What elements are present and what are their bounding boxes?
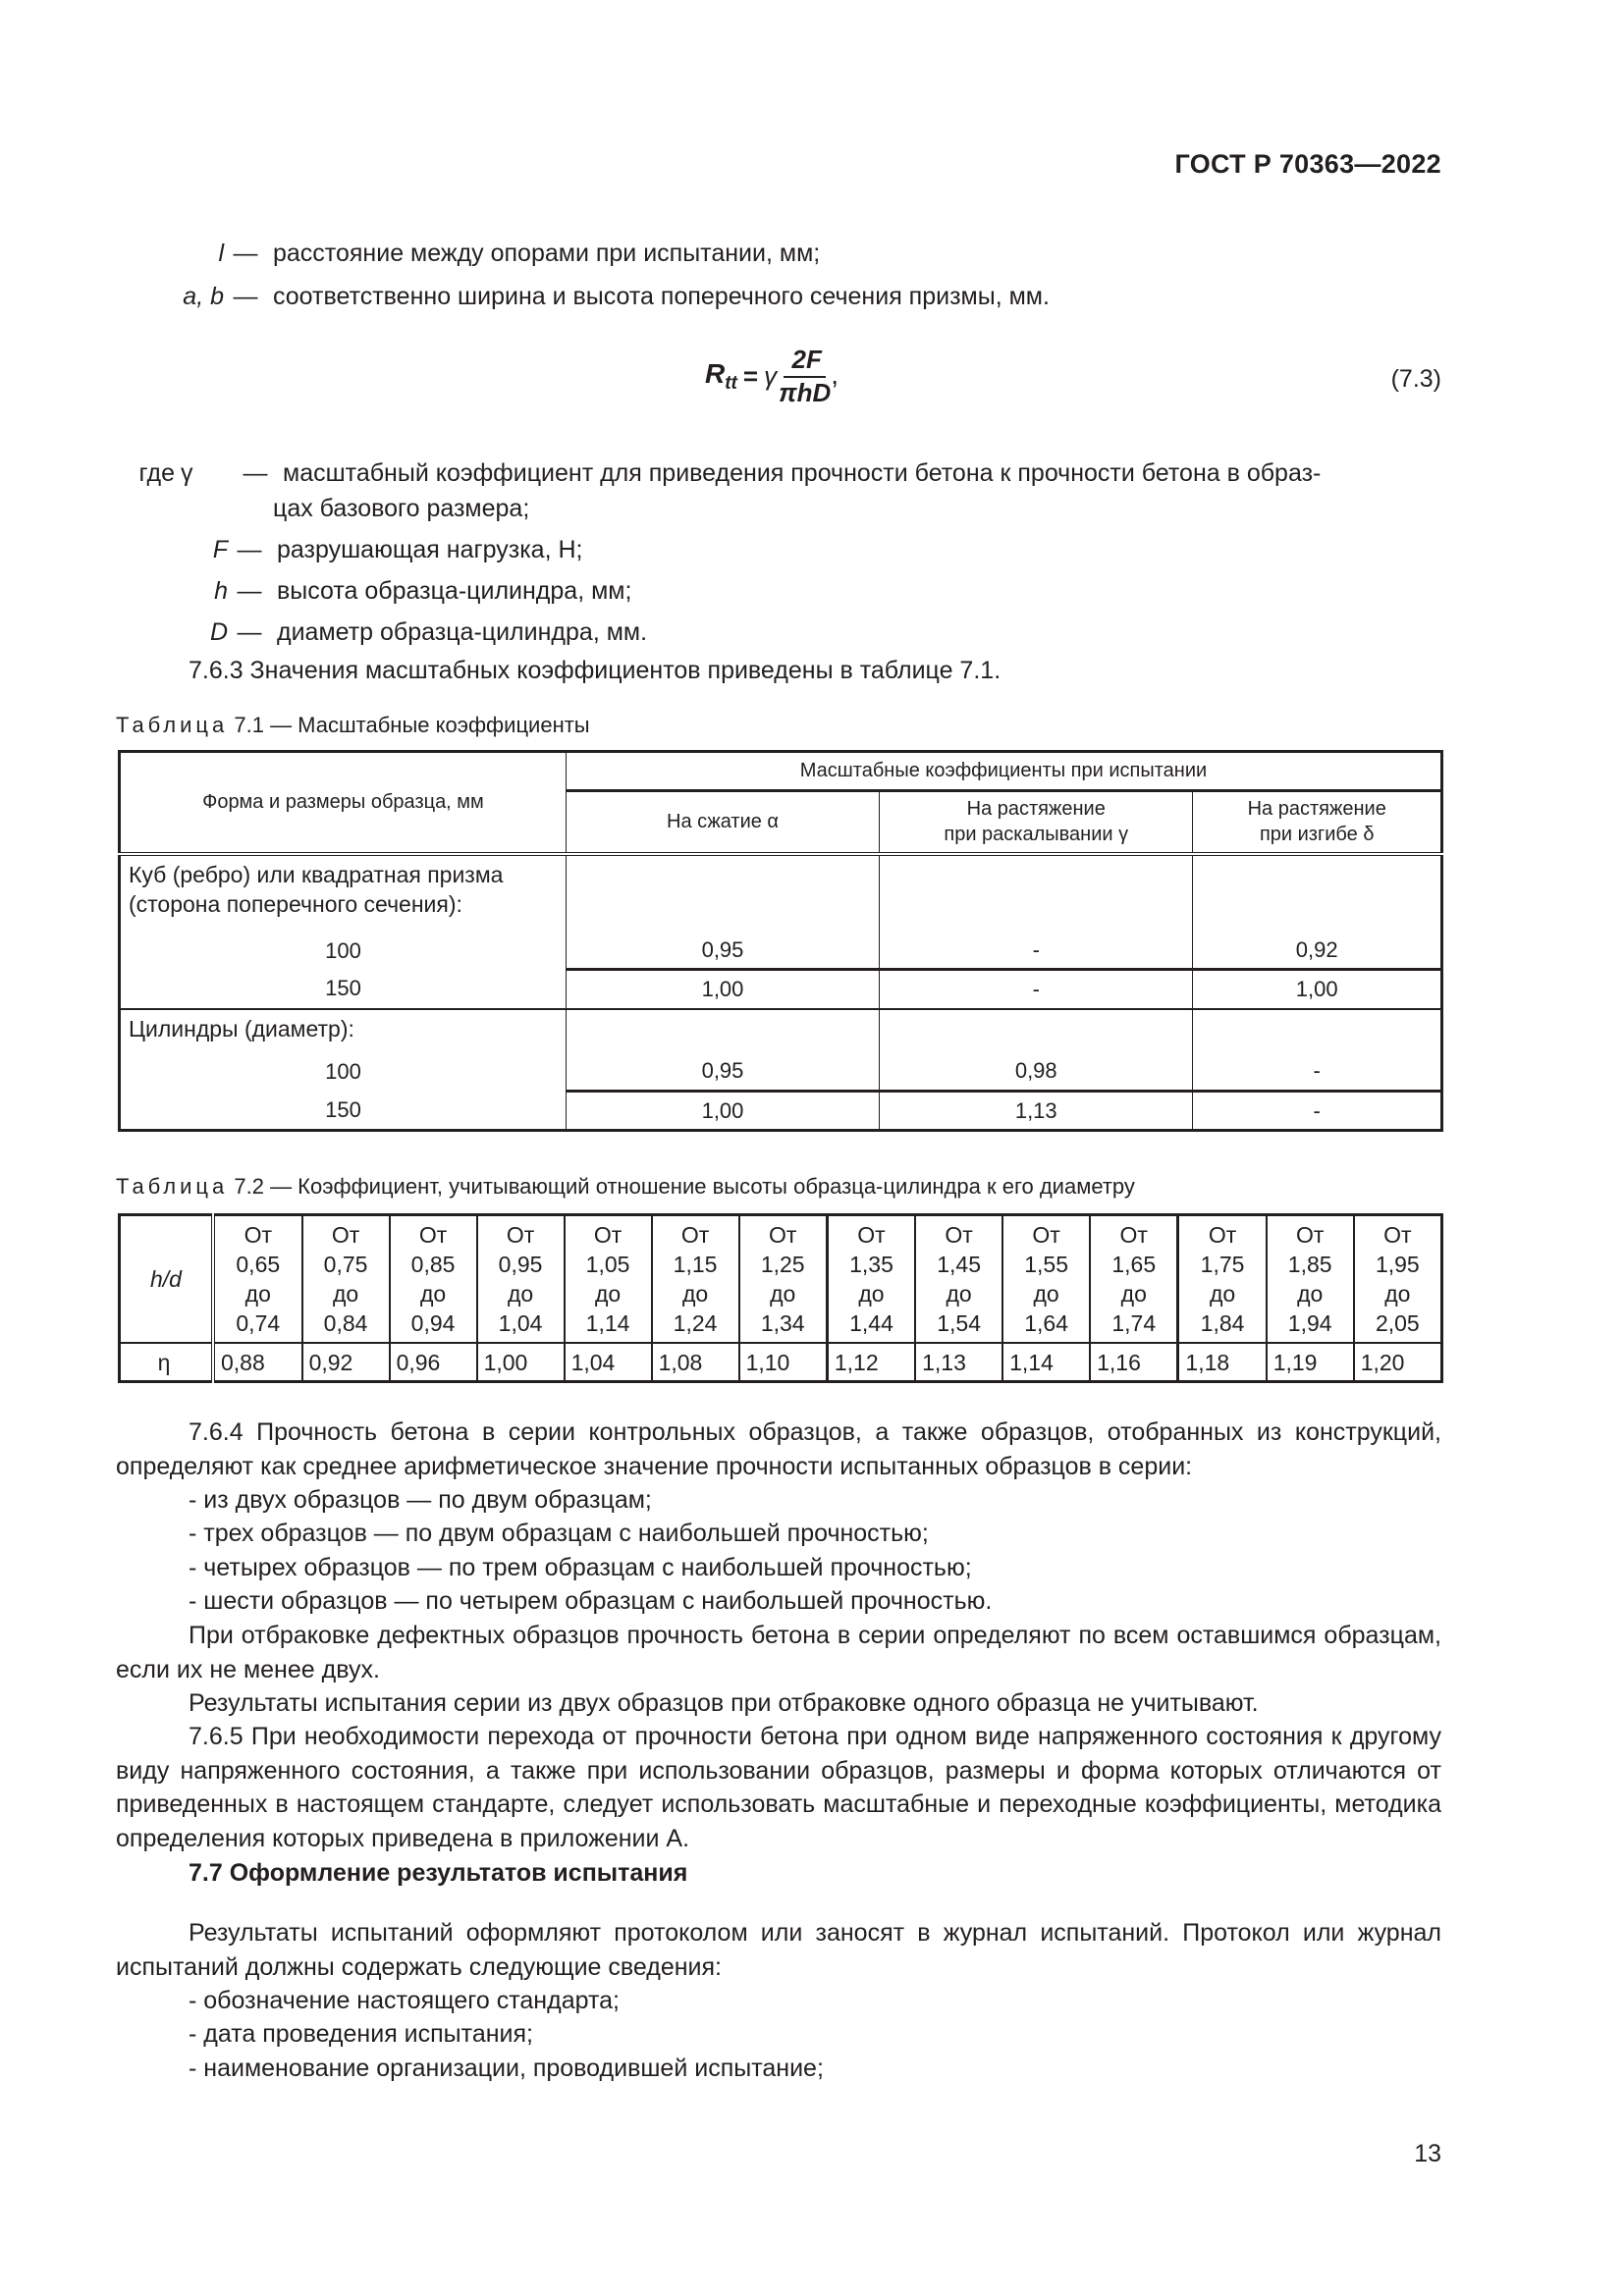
ratio-range-cell <box>302 1215 390 1344</box>
range-to-value: 1,34 <box>760 1310 805 1336</box>
table-7-2-caption <box>116 1174 1135 1200</box>
value-cell: 1,00 <box>1193 970 1442 1009</box>
definition-dash: — <box>233 283 258 310</box>
column-header-shape: Форма и размеры образца, мм <box>120 752 567 854</box>
range-from-value: 1,15 <box>673 1252 718 1277</box>
formula-fraction <box>779 345 831 408</box>
value-cell: - <box>880 933 1193 970</box>
range-from-value: 1,75 <box>1200 1252 1245 1277</box>
eta-value-cell: 1,04 <box>565 1343 652 1382</box>
row-label-h-d: h/d <box>120 1215 214 1344</box>
size-cell: 150 <box>120 970 567 1009</box>
definition-gamma-continuation <box>273 495 529 523</box>
size-cell: 100 <box>120 1052 567 1092</box>
column-header-bending <box>1193 791 1442 854</box>
value-cell: 0,95 <box>566 933 879 970</box>
group-label <box>120 1009 567 1052</box>
table-caption-word: Таблица <box>116 1174 229 1199</box>
range-to-value: 1,74 <box>1111 1310 1157 1336</box>
range-to-word: до <box>1209 1281 1236 1307</box>
formula-lhs <box>705 358 737 395</box>
document-header: ГОСТ Р 70363—2022 <box>1174 149 1441 179</box>
range-from-value: 1,95 <box>1375 1252 1420 1277</box>
range-from-value: 0,85 <box>410 1252 456 1277</box>
definition-a-b <box>116 283 1050 311</box>
definition-dash: — <box>243 459 268 487</box>
eta-value-cell: 1,18 <box>1178 1343 1267 1382</box>
definition-symbol: F <box>212 536 228 563</box>
empty-cell <box>880 854 1193 933</box>
range-to-word: до <box>419 1281 447 1307</box>
range-to-word: до <box>946 1281 972 1307</box>
paragraph-7-6-3: 7.6.3 Значения масштабных коэффициентов приведены в таблице 7.1. <box>189 657 1001 684</box>
table-row <box>120 1052 1442 1092</box>
definition-prefix: где <box>138 459 175 487</box>
paragraph-rejection: При отбраковке дефектных образцов прочность бетона в серии определяют по всем оставшимся образцам, если их не менее двух. <box>116 1622 1441 1683</box>
eta-value-cell: 0,92 <box>302 1343 390 1382</box>
ratio-range-cell <box>390 1215 477 1344</box>
definition-dash: — <box>237 577 262 605</box>
ratio-range-cell <box>652 1215 739 1344</box>
range-from-word: От <box>680 1222 710 1248</box>
range-to-value: 1,64 <box>1024 1310 1068 1336</box>
range-to-value: 1,24 <box>673 1310 718 1336</box>
definition-symbol: D <box>209 618 228 646</box>
range-to-value: 0,74 <box>236 1310 281 1336</box>
ratio-range-cell <box>565 1215 652 1344</box>
eta-value-cell: 1,12 <box>827 1343 915 1382</box>
eta-value-cell: 1,20 <box>1354 1343 1442 1382</box>
table-row-eta <box>120 1343 1442 1382</box>
range-to-word: до <box>594 1281 622 1307</box>
range-from-word: От <box>331 1222 360 1248</box>
range-to-value: 1,44 <box>849 1310 893 1336</box>
ratio-range-cell <box>1267 1215 1354 1344</box>
list-item: - дата проведения испытания; <box>189 2020 533 2048</box>
equation-number: (7.3) <box>1390 365 1441 393</box>
range-from-value: 0,65 <box>236 1252 281 1277</box>
definition-text: диаметр образца-цилиндра, мм. <box>277 618 648 646</box>
definition-text: соответственно ширина и высота поперечного сечения призмы, мм. <box>273 283 1050 310</box>
header-text: На растяжение <box>1247 798 1386 821</box>
list-item: - обозначение настоящего стандарта; <box>189 1987 620 2014</box>
group-label <box>120 854 567 933</box>
range-to-word: до <box>1384 1281 1411 1307</box>
range-from-word: От <box>945 1222 973 1248</box>
range-from-value: 1,55 <box>1024 1252 1068 1277</box>
range-from-word: От <box>593 1222 623 1248</box>
value-cell: - <box>1193 1052 1442 1092</box>
range-from-word: От <box>244 1222 272 1248</box>
list-item: - трех образцов — по двум образцам с наибольшей прочностью; <box>189 1520 929 1547</box>
table-row-group-label <box>120 1009 1442 1052</box>
table-row-hd-ratio <box>120 1215 1442 1344</box>
column-group-header: Масштабные коэффициенты при испытании <box>566 752 1441 791</box>
range-from-value: 1,25 <box>760 1252 805 1277</box>
definition-h <box>116 577 631 606</box>
paragraph-7-6-5: 7.6.5 При необходимости перехода от прочности бетона при одном виде напряженного состояния к другому виду напряженного состояния, а также при использовании образцов, размеры и форма которых отличаются от приведенных в настоящем стандарте, следует использовать масштабные и переходные коэффициенты, методика определения которых приведена в приложении А. <box>116 1723 1441 1852</box>
paragraph-results: Результаты испытания серии из двух образцов при отбраковке одного образца не учитывают. <box>189 1689 1259 1717</box>
formula-7-3 <box>705 338 839 414</box>
ratio-range-cell <box>915 1215 1002 1344</box>
range-from-value: 0,95 <box>498 1252 543 1277</box>
range-from-word: От <box>506 1222 535 1248</box>
formula-lhs-subscript: tt <box>725 372 737 394</box>
column-header-compression <box>566 791 879 854</box>
definition-dash: — <box>237 618 262 646</box>
eta-value-cell: 1,16 <box>1090 1343 1178 1382</box>
range-to-word: до <box>1120 1281 1147 1307</box>
range-to-value: 1,04 <box>498 1310 543 1336</box>
range-from-word: От <box>1295 1222 1325 1248</box>
formula-coefficient: γ <box>764 360 778 391</box>
header-text: при изгибе δ <box>1259 824 1375 846</box>
table-caption-title: 7.1 — Масштабные коэффициенты <box>228 713 590 737</box>
formula-comma: , <box>831 359 839 390</box>
range-to-word: до <box>507 1281 534 1307</box>
eta-value-cell: 1,10 <box>739 1343 828 1382</box>
list-item: - шести образцов — по четырем образцам с наибольшей прочностью. <box>189 1587 993 1615</box>
definition-text: цах базового размера; <box>273 495 530 522</box>
range-from-value: 1,45 <box>937 1252 981 1277</box>
section-heading-7-7: 7.7 Оформление результатов испытания <box>189 1859 688 1887</box>
ratio-range-cell <box>213 1215 302 1344</box>
header-text: На сжатие α <box>667 810 779 832</box>
size-cell: 100 <box>120 933 567 970</box>
range-to-word: до <box>681 1281 709 1307</box>
range-from-word: От <box>1119 1222 1148 1248</box>
range-to-value: 1,14 <box>585 1310 630 1336</box>
formula-equals: = <box>742 360 759 391</box>
group-label-line: (сторона поперечного сечения): <box>129 890 462 917</box>
table-caption-word: Таблица <box>116 713 229 737</box>
empty-cell <box>566 854 879 933</box>
ratio-range-cell <box>1002 1215 1090 1344</box>
ratio-range-cell <box>1354 1215 1442 1344</box>
range-to-word: до <box>1033 1281 1059 1307</box>
ratio-range-cell <box>827 1215 915 1344</box>
range-to-word: до <box>1297 1281 1324 1307</box>
table-row <box>120 933 1442 970</box>
table-7-1-caption <box>116 713 590 738</box>
eta-value-cell: 1,19 <box>1267 1343 1354 1382</box>
paragraph-7-6-4: 7.6.4 Прочность бетона в серии контрольных образцов, а также образцов, отобранных из конструкций, определяют как среднее арифметическое значение прочности испытанных образцов в серии: <box>116 1418 1441 1480</box>
group-label-line: Куб (ребро) или квадратная призма <box>129 861 504 887</box>
definition-dash: — <box>237 536 262 563</box>
definition-text: расстояние между опорами при испытании, мм; <box>273 240 821 267</box>
definition-symbol: a, b <box>183 283 224 310</box>
definition-l <box>116 240 820 268</box>
range-to-word: до <box>332 1281 359 1307</box>
table-7-2 <box>118 1213 1443 1383</box>
eta-value-cell: 1,14 <box>1002 1343 1090 1382</box>
size-cell: 150 <box>120 1092 567 1131</box>
range-from-value: 1,65 <box>1111 1252 1157 1277</box>
range-from-value: 1,85 <box>1287 1252 1332 1277</box>
empty-cell <box>1193 1009 1442 1052</box>
definition-text: разрушающая нагрузка, Н; <box>277 536 583 563</box>
formula-denominator: πhD <box>779 377 832 407</box>
table-7-1 <box>118 750 1443 1132</box>
range-to-value: 0,94 <box>410 1310 456 1336</box>
range-from-word: От <box>1383 1222 1412 1248</box>
value-cell: - <box>1193 1092 1442 1131</box>
paragraph-7-7: Результаты испытаний оформляют протоколом или заносят в журнал испытаний. Протокол или журнал испытаний должны содержать следующие сведения: <box>116 1919 1441 1981</box>
eta-value-cell: 1,13 <box>915 1343 1002 1382</box>
range-from-value: 1,35 <box>849 1252 893 1277</box>
table-row <box>120 1092 1442 1131</box>
value-cell: 0,98 <box>880 1052 1193 1092</box>
eta-value-cell: 1,00 <box>477 1343 565 1382</box>
definition-f <box>116 536 582 564</box>
formula-lhs-symbol: R <box>705 357 726 389</box>
empty-cell <box>566 1009 879 1052</box>
column-header-splitting <box>880 791 1193 854</box>
range-to-word: до <box>858 1281 885 1307</box>
definition-symbol: h <box>214 577 228 605</box>
range-to-word: до <box>244 1281 271 1307</box>
definition-d <box>116 618 647 647</box>
range-to-word: до <box>770 1281 796 1307</box>
range-from-value: 1,05 <box>585 1252 630 1277</box>
range-to-value: 2,05 <box>1375 1310 1420 1336</box>
definition-text: масштабный коэффициент для приведения прочности бетона к прочности бетона в образ- <box>283 459 1322 487</box>
definition-symbol: l <box>218 240 224 267</box>
range-from-word: От <box>857 1222 886 1248</box>
group-label-line: Цилиндры (диаметр): <box>129 1015 354 1041</box>
empty-cell <box>880 1009 1193 1052</box>
header-text: при раскалывании γ <box>944 824 1129 846</box>
table-row <box>120 970 1442 1009</box>
list-item: - наименование организации, проводившей испытание; <box>189 2055 824 2082</box>
formula-numerator: 2F <box>784 345 825 378</box>
table-row-group-label <box>120 854 1442 933</box>
value-cell: 0,95 <box>566 1052 879 1092</box>
table-header-row <box>120 752 1442 791</box>
eta-value-cell: 0,88 <box>213 1343 302 1382</box>
list-item: - из двух образцов — по двум образцам; <box>189 1486 652 1514</box>
definition-gamma <box>116 459 1321 488</box>
definition-text: высота образца-цилиндра, мм; <box>277 577 632 605</box>
value-cell: 0,92 <box>1193 933 1442 970</box>
eta-value-cell: 0,96 <box>390 1343 477 1382</box>
range-from-word: От <box>1208 1222 1237 1248</box>
range-to-value: 1,54 <box>937 1310 981 1336</box>
ratio-range-cell <box>1178 1215 1267 1344</box>
definition-symbol: γ <box>181 459 193 487</box>
definition-dash: — <box>233 240 258 267</box>
ratio-range-cell <box>477 1215 565 1344</box>
value-cell: 1,00 <box>566 970 879 1009</box>
range-from-value: 0,75 <box>323 1252 368 1277</box>
value-cell: - <box>880 970 1193 1009</box>
range-to-value: 1,84 <box>1200 1310 1245 1336</box>
range-from-word: От <box>418 1222 448 1248</box>
value-cell: 1,00 <box>566 1092 879 1131</box>
ratio-range-cell <box>1090 1215 1178 1344</box>
value-cell: 1,13 <box>880 1092 1193 1131</box>
range-to-value: 1,94 <box>1287 1310 1332 1336</box>
table-caption-title: 7.2 — Коэффициент, учитывающий отношение высоты образца-цилиндра к его диаметру <box>228 1174 1135 1199</box>
range-from-word: От <box>768 1222 797 1248</box>
range-to-value: 0,84 <box>323 1310 368 1336</box>
list-item: - четырех образцов — по трем образцам с наибольшей прочностью; <box>189 1554 972 1581</box>
eta-value-cell: 1,08 <box>652 1343 739 1382</box>
ratio-range-cell <box>739 1215 828 1344</box>
empty-cell <box>1193 854 1442 933</box>
range-from-word: От <box>1032 1222 1060 1248</box>
row-label-eta: η <box>120 1343 214 1382</box>
header-text: На растяжение <box>966 798 1106 821</box>
page-number: 13 <box>1414 2140 1441 2167</box>
